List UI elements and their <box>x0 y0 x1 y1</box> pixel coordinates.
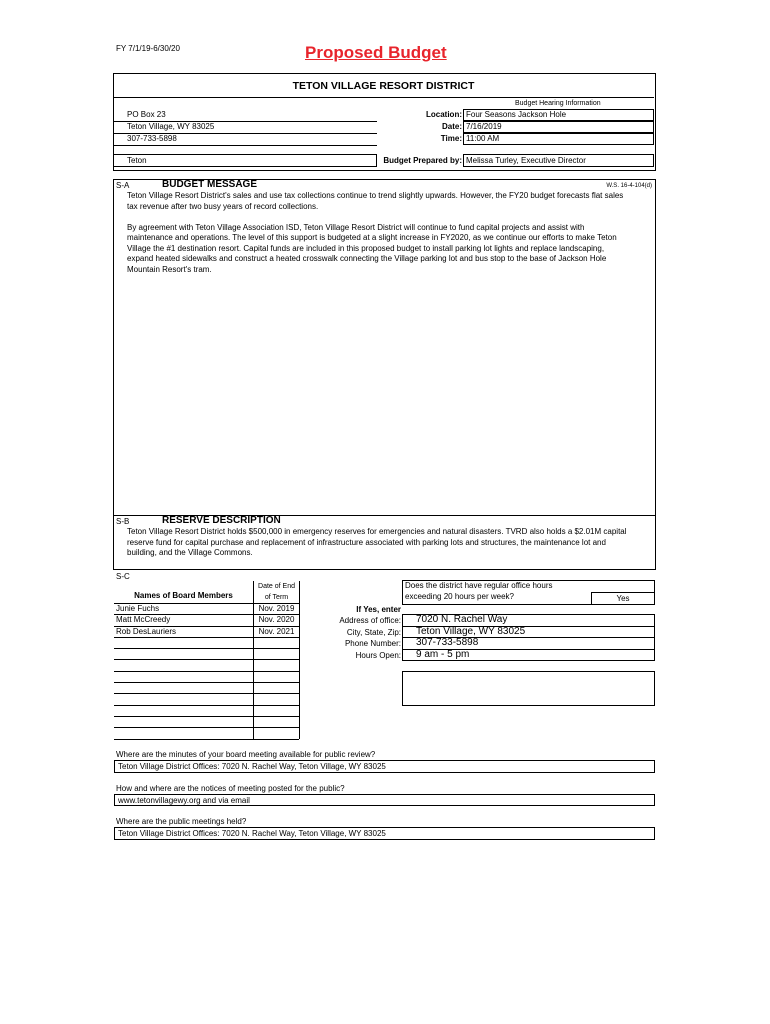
divider <box>114 739 299 740</box>
board-member-name[interactable] <box>116 694 251 704</box>
board-row <box>114 682 299 693</box>
board-term-end[interactable]: Nov. 2019 <box>258 604 295 613</box>
prepared-by-label: Budget Prepared by: <box>383 156 462 165</box>
board-term-end[interactable]: Nov. 2021 <box>258 626 295 636</box>
section-code: S-A <box>116 181 130 190</box>
location-label: Location: <box>426 110 462 119</box>
board-member-name[interactable]: Junie Fuchs <box>116 604 160 613</box>
text-line: reserve fund for capital purchase and replacement of infrastructure associated with parking lots and structures, the maintenance lot and <box>127 537 606 547</box>
board-row <box>114 626 299 637</box>
board-rows <box>114 603 299 740</box>
divider <box>113 166 377 167</box>
board-term-end[interactable]: Nov. 2020 <box>258 615 295 625</box>
answer-value: Yes <box>616 594 630 603</box>
city-label: City, State, Zip: <box>346 628 401 637</box>
text-line: Teton Village Resort District's sales and use tax collections continue to trend slightly upwards. However, the FY20 budget forecasts flat sales <box>127 191 624 200</box>
reserve-title: RESERVE DESCRIPTION <box>162 515 281 526</box>
district-name: TETON VILLAGE RESORT DISTRICT <box>292 80 475 92</box>
board-row <box>114 671 299 682</box>
notices-answer: www.tetonvillagewy.org and via email <box>118 796 250 805</box>
text-line: maintenance and operations. The level of this support is budgeted at a slight increase in FY2020, as we continue our efforts to make Teton <box>127 233 617 242</box>
text-line: Mountain Resort's tram. <box>127 264 212 274</box>
board-term-end[interactable] <box>254 638 299 648</box>
text-line: expand heated sidewalks and construct a heated crosswalk connecting the Village parking lot and bus stop to the base of Jackson Hole <box>127 254 607 263</box>
board-member-name[interactable] <box>116 717 251 727</box>
meetings-question: Where are the public meetings held? <box>116 817 247 826</box>
board-row <box>114 603 299 614</box>
board-member-name[interactable] <box>116 660 251 670</box>
location-field[interactable] <box>463 109 654 121</box>
office-question-line1: Does the district have regular office hours <box>405 581 553 590</box>
page-title: Proposed Budget <box>305 43 447 62</box>
location-value: Four Seasons Jackson Hole <box>466 110 567 119</box>
col-names-header: Names of Board Members <box>134 591 233 600</box>
col-date-header-2: of Term <box>264 594 289 601</box>
date-label: Date: <box>441 122 462 131</box>
board-member-name[interactable] <box>116 706 251 716</box>
board-term-end[interactable] <box>254 683 299 693</box>
board-term-end[interactable] <box>254 672 299 682</box>
office-hours-answer[interactable] <box>591 592 655 605</box>
if-yes-label: If Yes, enter <box>356 605 401 614</box>
date-field[interactable] <box>463 121 654 133</box>
col-date-header-1: Date of End <box>258 583 295 590</box>
section-code: S-B <box>116 517 130 526</box>
address-label: Address of office: <box>339 616 401 625</box>
budget-message-text <box>127 191 652 275</box>
po-box: PO Box 23 <box>127 110 166 119</box>
hours-value[interactable]: 9 am - 5 pm <box>416 649 470 660</box>
time-value: 11:00 AM <box>466 134 500 143</box>
board-member-name[interactable]: Matt McCreedy <box>116 615 171 625</box>
minutes-answer-field[interactable] <box>114 760 655 773</box>
date-value: 7/16/2019 <box>466 122 502 131</box>
board-member-name[interactable] <box>116 638 251 648</box>
notices-question: How and where are the notices of meeting posted for the public? <box>116 784 345 793</box>
text-line: Village the #1 destination resort. Capital funds are included in this proposed budget to install parking lot lights and replace landscaping, <box>127 243 605 253</box>
board-member-name[interactable]: Rob DesLauriers <box>116 626 177 636</box>
budget-message-title: BUDGET MESSAGE <box>162 179 258 190</box>
board-term-end[interactable] <box>254 660 299 670</box>
text-line: tax revenue after two busy years of record collections. <box>127 201 319 211</box>
fiscal-year: FY 7/1/19-6/30/20 <box>116 44 180 53</box>
board-term-end[interactable] <box>254 706 299 716</box>
city-value[interactable]: Teton Village, WY 83025 <box>416 626 526 637</box>
meetings-answer-field[interactable] <box>114 827 655 840</box>
board-row <box>114 614 299 625</box>
board-member-name[interactable] <box>116 683 251 693</box>
board-row <box>114 637 299 648</box>
hours-label: Hours Open: <box>355 651 401 660</box>
statute-ref: W.S. 16-4-104(d) <box>606 183 652 189</box>
prepared-by-field[interactable] <box>463 154 654 167</box>
notices-answer-field[interactable] <box>114 794 655 806</box>
time-label: Time: <box>440 134 462 143</box>
divider <box>113 97 654 98</box>
board-term-end[interactable] <box>254 717 299 727</box>
text-line: By agreement with Teton Village Association ISD, Teton Village Resort District will continue to fund capital projects and assist with <box>127 222 585 232</box>
board-row <box>114 648 299 659</box>
board-row <box>114 727 299 738</box>
section-code: S-C <box>116 572 130 581</box>
divider <box>113 154 377 155</box>
board-row <box>114 705 299 716</box>
phone-label: Phone Number: <box>344 639 401 648</box>
board-member-name[interactable] <box>116 672 251 682</box>
board-term-end[interactable] <box>254 694 299 704</box>
phone-value[interactable]: 307-733-5898 <box>416 637 479 648</box>
board-term-end[interactable] <box>254 728 299 738</box>
city-state: Teton Village, WY 83025 <box>127 122 215 131</box>
reserve-text <box>127 527 652 559</box>
text-line: Teton Village Resort District holds $500,000 in emergency reserves for emergencies and natural disasters. TVRD also holds a $2.01M capital <box>127 527 627 536</box>
budget-hearing-info: Budget Hearing Information <box>515 100 601 107</box>
divider <box>113 145 377 146</box>
board-row <box>114 693 299 704</box>
minutes-question: Where are the minutes of your board meeting available for public review? <box>116 750 376 759</box>
board-row <box>114 716 299 727</box>
county: Teton <box>127 156 147 165</box>
board-term-end[interactable] <box>254 649 299 659</box>
meetings-answer: Teton Village District Offices: 7020 N. Rachel Way, Teton Village, WY 83025 <box>118 829 386 838</box>
time-field[interactable] <box>463 133 654 145</box>
phone: 307-733-5898 <box>127 134 177 143</box>
board-member-name[interactable] <box>116 728 251 738</box>
office-question-line2: exceeding 20 hours per week? <box>405 592 514 601</box>
board-member-name[interactable] <box>116 649 251 659</box>
address-value[interactable]: 7020 N. Rachel Way <box>416 614 508 625</box>
prepared-by-value: Melissa Turley, Executive Director <box>466 156 586 165</box>
notes-box[interactable] <box>402 671 655 706</box>
board-row <box>114 659 299 670</box>
minutes-answer: Teton Village District Offices: 7020 N. Rachel Way, Teton Village, WY 83025 <box>118 762 386 771</box>
text-line: building, and the Village Commons. <box>127 548 253 557</box>
